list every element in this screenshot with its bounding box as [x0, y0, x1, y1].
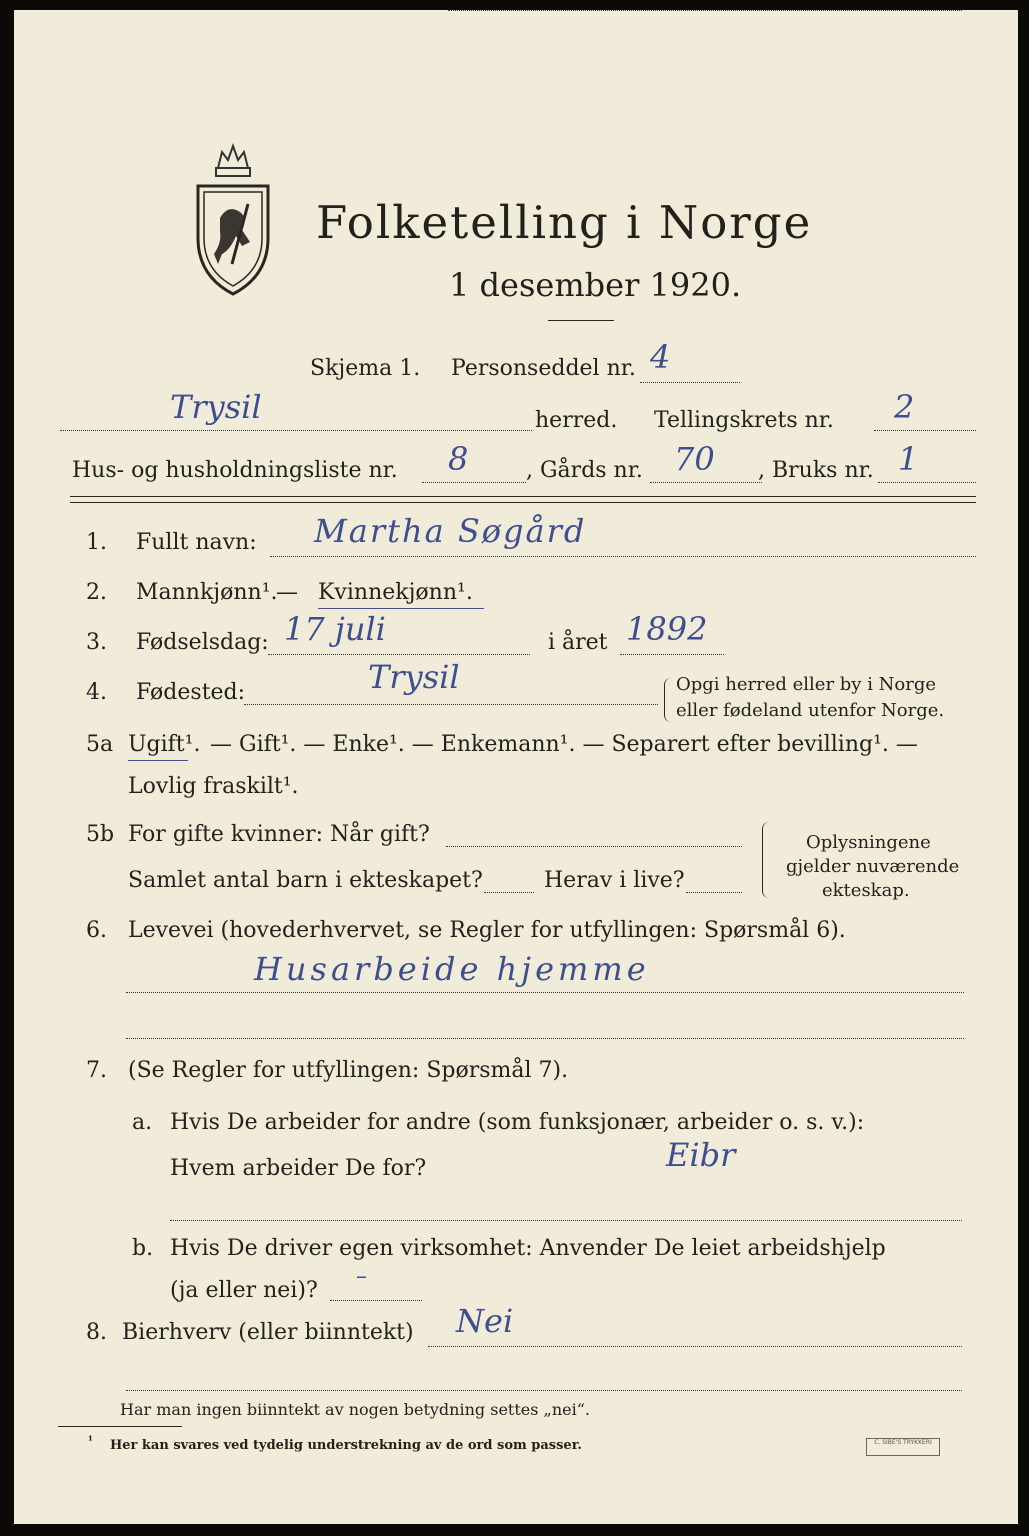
q7b-number: b.	[132, 1236, 154, 1261]
year-line	[620, 654, 724, 655]
footnote-rule	[58, 1426, 182, 1427]
female-underline	[318, 608, 484, 609]
q4-note-1: Opgi herred eller by i Norge	[676, 674, 937, 695]
herred-value[interactable]: Trysil	[170, 388, 262, 426]
q5b-married-when-line	[446, 846, 742, 847]
female-option[interactable]: Kvinnekjønn¹.	[318, 580, 473, 605]
header-rule-2	[70, 502, 976, 503]
bruks-label: , Bruks nr.	[758, 458, 874, 483]
q3-label: Fødselsdag:	[136, 630, 269, 655]
q4-label: Fødested:	[136, 680, 246, 705]
male-option[interactable]: Mannkjønn¹.	[136, 580, 278, 605]
page-title: Folketelling i Norge	[316, 196, 813, 249]
herred-line	[60, 430, 532, 431]
q7a-extra-line	[170, 1220, 962, 1221]
q5b-number: 5b	[86, 822, 115, 847]
q6-line-1	[126, 992, 964, 993]
q2-dash: —	[276, 580, 298, 605]
personseddel-value[interactable]: 4	[650, 338, 671, 376]
footer-note: Har man ingen biinntekt av nogen betydning settes „nei“.	[120, 1400, 590, 1419]
q2-number: 2.	[86, 580, 107, 605]
full-name-value[interactable]: Martha Søgård	[314, 512, 587, 550]
schema-label: Skjema 1.	[310, 356, 421, 381]
q6-line-2	[126, 1038, 964, 1039]
q5b-note-3: ekteskap.	[822, 880, 910, 901]
personseddel-line	[640, 382, 740, 383]
hus-label: Hus- og husholdningsliste nr.	[72, 458, 398, 483]
tellingskrets-label: Tellingskrets nr.	[654, 408, 834, 433]
q5b-alive-label: Herav i live?	[544, 868, 685, 893]
q5a-number: 5a	[86, 732, 114, 757]
tellingskrets-line	[874, 430, 976, 431]
q5b-note-2: gjelder nuværende	[786, 856, 960, 877]
birthplace-value[interactable]: Trysil	[368, 658, 460, 696]
q7b-question: Hvis De driver egen virksomhet: Anvender De leiet arbeidshjelp	[170, 1236, 886, 1261]
q8-label: Bierhverv (eller biinntekt)	[122, 1320, 414, 1345]
birthyear-value[interactable]: 1892	[626, 610, 708, 648]
gards-value[interactable]: 70	[674, 440, 715, 478]
q7a-question: Hvis De arbeider for andre (som funksjonær, arbeider o. s. v.):	[170, 1110, 865, 1135]
footnote-mark: ¹	[88, 1434, 93, 1447]
hus-line	[422, 482, 526, 483]
q5b-alive-line	[686, 892, 742, 893]
bruks-value[interactable]: 1	[898, 440, 919, 478]
unmarried-underline	[128, 760, 188, 761]
divorced-option[interactable]: Lovlig fraskilt¹.	[128, 774, 299, 799]
tellingskrets-value[interactable]: 2	[894, 388, 915, 426]
q4-note-2: eller fødeland utenfor Norge.	[676, 700, 945, 721]
q7b-yesno-label: (ja eller nei)?	[170, 1278, 318, 1303]
footnote: Her kan svares ved tydelig understrekning av de ord som passer.	[110, 1438, 582, 1453]
printer-stamp: C. SIBE'S TRYKKERI	[866, 1438, 940, 1456]
side-income-value[interactable]: Nei	[456, 1302, 514, 1340]
q8-line	[428, 1346, 962, 1347]
herred-label: herred.	[535, 408, 618, 433]
header-rule-1	[70, 496, 976, 497]
q7a-employer-label: Hvem arbeider De for?	[170, 1156, 427, 1181]
hired-help-value[interactable]: –	[356, 1264, 367, 1289]
marital-options[interactable]: — Gift¹. — Enke¹. — Enkemann¹. — Separert efter bevilling¹. —	[210, 732, 918, 757]
hus-value[interactable]: 8	[448, 440, 469, 478]
q7-label: (Se Regler for utfyllingen: Spørsmål 7).	[128, 1058, 569, 1083]
occupation-value[interactable]: Husarbeide hjemme	[254, 950, 650, 988]
gards-label: , Gårds nr.	[526, 458, 643, 483]
q1-line	[270, 556, 976, 557]
q3-number: 3.	[86, 630, 107, 655]
q7a-employer-line	[448, 10, 962, 11]
norwegian-coat-of-arms-icon	[192, 138, 274, 298]
q5b-children-line	[484, 892, 534, 893]
q8-extra-line	[126, 1390, 962, 1391]
q5b-note-1: Oplysningene	[806, 832, 931, 853]
q5b-married-when-label: For gifte kvinner: Når gift?	[128, 822, 430, 847]
q4-brace	[664, 678, 671, 722]
q6-label: Levevei (hovederhvervet, se Regler for utfyllingen: Spørsmål 6).	[128, 918, 846, 943]
q5b-children-label: Samlet antal barn i ekteskapet?	[128, 868, 483, 893]
gards-line	[650, 482, 762, 483]
q1-number: 1.	[86, 530, 107, 555]
q4-number: 4.	[86, 680, 107, 705]
page-subtitle: 1 desember 1920.	[449, 266, 742, 304]
q7b-yesno-line	[330, 1300, 422, 1301]
q8-number: 8.	[86, 1320, 107, 1345]
q3-line	[268, 654, 530, 655]
birthdate-value[interactable]: 17 juli	[284, 610, 386, 648]
q7a-number: a.	[132, 1110, 153, 1135]
title-divider	[548, 320, 614, 321]
personseddel-label: Personseddel nr.	[451, 356, 636, 381]
q1-label: Fullt navn:	[136, 530, 257, 555]
q5b-brace	[762, 822, 769, 898]
year-label: i året	[548, 630, 608, 655]
bruks-line	[878, 482, 976, 483]
q7-number: 7.	[86, 1058, 107, 1083]
employer-value[interactable]: Eibr	[666, 1136, 736, 1174]
q4-line	[244, 704, 658, 705]
unmarried-option[interactable]: Ugift¹.	[128, 732, 201, 757]
q6-number: 6.	[86, 918, 107, 943]
census-form-page	[14, 10, 1018, 1524]
